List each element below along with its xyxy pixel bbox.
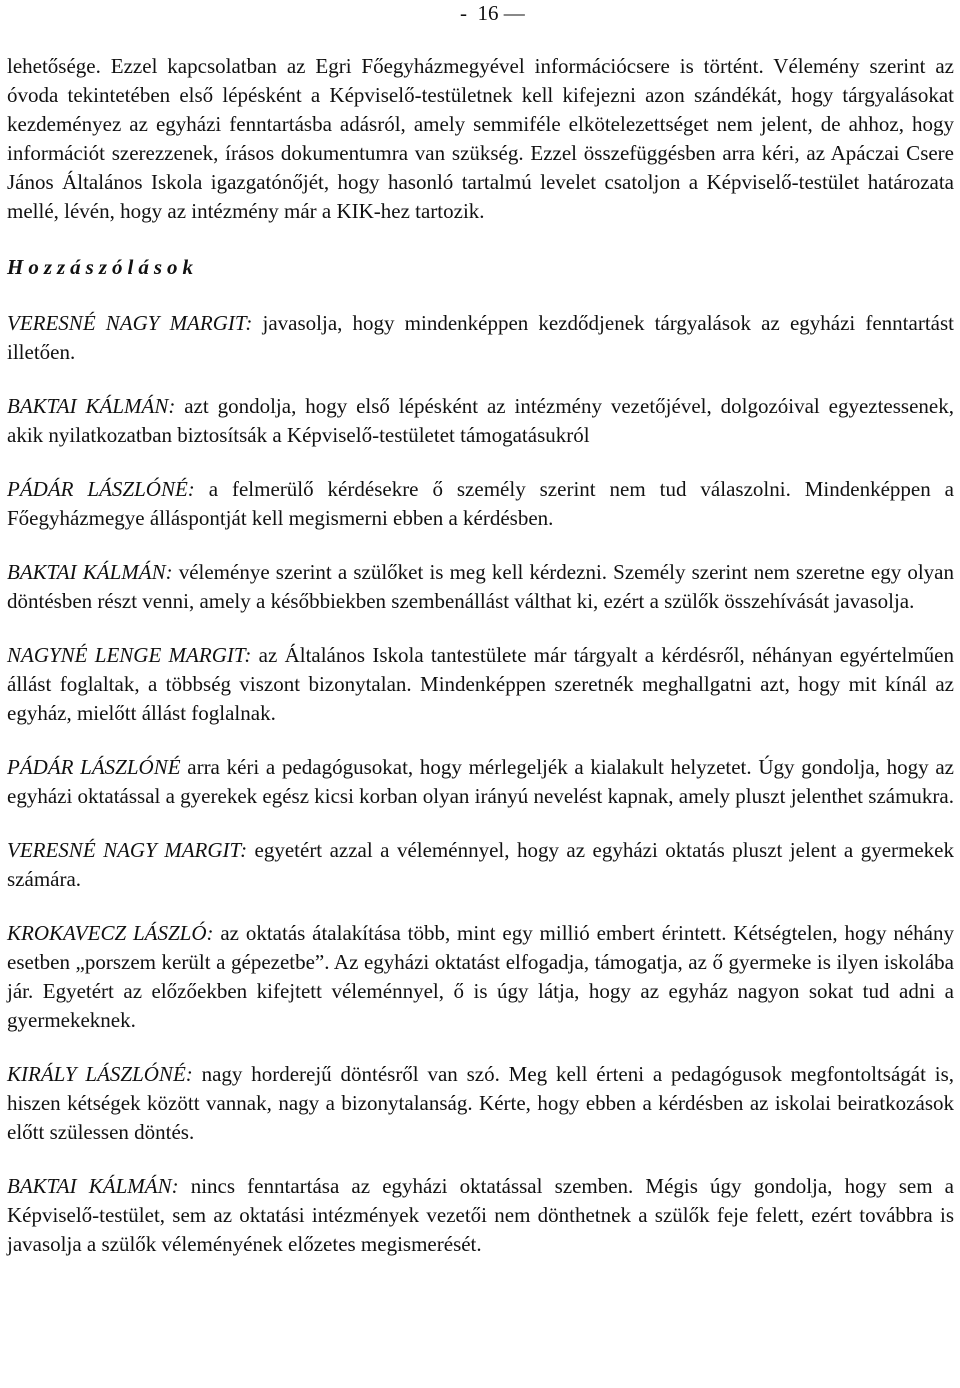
page-number: - 16 — [460,1,525,25]
contribution-paragraph [7,836,954,894]
contribution-paragraph [7,558,954,616]
speaker-name: NAGYNÉ LENGE MARGIT: [7,643,252,667]
speaker-name: PÁDÁR LÁSZLÓNÉ: [7,477,195,501]
speaker-name: KIRÁLY LÁSZLÓNÉ: [7,1062,193,1086]
contribution-text: véleménye szerint a szülőket is meg kell kérdezni. Személy szerint nem szeretne egy olyan döntésben részt venni, amely a későbbiekben szembenállást válthat ki, ezért a szülők összehívását javasolja. [7,560,954,613]
speaker-name: KROKAVECZ LÁSZLÓ: [7,921,214,945]
speaker-name: VERESNÉ NAGY MARGIT: [7,311,253,335]
contribution-text: az oktatás átalakítása több, mint egy millió embert érintett. Kétségtelen, hogy néhány esetben „porszem került a gépezetbe”. Az egyházi oktatást elfogadja, támogatja, az ő gyermeke is ilyen iskolába jár. Egyetért az előzőekben kifejtett véleménnyel, ő is úgy látja, hogy az egyház nagyon sokat tud adni a gyermekeknek. [7,921,954,1032]
speaker-name: BAKTAI KÁLMÁN: [7,394,176,418]
contribution-paragraph [7,919,954,1035]
contribution-paragraph [7,1060,954,1147]
speaker-name: VERESNÉ NAGY MARGIT: [7,838,248,862]
speaker-name: BAKTAI KÁLMÁN: [7,560,173,584]
speaker-name: PÁDÁR LÁSZLÓNÉ [7,755,181,779]
contribution-text: arra kéri a pedagógusokat, hogy mérlegeljék a kialakult helyzetet. Úgy gondolja, hogy az egyházi oktatással a gyerekek egész kicsi korban olyan irányú nevelést kapnak, amely pluszt jelenthet számukra. [7,755,954,808]
document-body [7,52,954,1284]
contribution-paragraph [7,475,954,533]
contribution-text: nagy horderejű döntésről van szó. Meg kell érteni a pedagógusok megfontoltságát is, hiszen kétségek között vannak, nagy a bizonytalanság. Kérte, hogy ebben a kérdésben az iskolai beiratkozások előtt szülessen döntés. [7,1062,954,1144]
contribution-text: az Általános Iskola tantestülete már tárgyalt a kérdésről, néhányan egyértelműen állást foglaltak, a többség viszont bizonytalan. Mindenképpen szeretnék meghallgatni azt, hogy mit kínál az egyház, mielőtt állást foglalnak. [7,643,955,725]
contribution-text: javasolja, hogy mindenképpen kezdődjenek tárgyalások az egyházi fenntartást illetően. [7,311,954,364]
intro-paragraph: lehetősége. Ezzel kapcsolatban az Egri Főegyházmegyével információcsere is történt. Vélemény szerint az óvoda tekintetében első lépésként a Képviselő-testületnek kell kifejezni azon szándékát, hogy tárgyalásokat kezdeményez az egyházi fenntartásba adásról, amely semmiféle elkötelezettséget nem jelent, de ahhoz, hogy információt szerezzenek, írásos dokumentumra van szükség. Ezzel összefüggésben arra kéri, az Apáczai Csere János Általános Iskola igazgatónőjét, hogy hasonló tartalmú levelet csatoljon a Képviselő-testület határozata mellé, lévén, hogy az intézmény már a KIK-hez tartozik. [7,54,954,223]
contribution-text: a felmerülő kérdésekre ő személy szerint nem tud válaszolni. Mindenképpen a Főegyházmegye álláspontját kell megismerni ebben a kérdésben. [7,477,954,530]
contribution-paragraph [7,309,954,367]
contribution-text: azt gondolja, hogy első lépésként az intézmény vezetőjével, dolgozóival egyeztessenek, akik nyilatkozatban biztosítsák a Képviselő-testületet támogatásukról [7,394,954,447]
contribution-paragraph [7,753,954,811]
contribution-text: nincs fenntartása az egyházi oktatással szemben. Mégis úgy gondolja, hogy sem a Képviselő-testület, sem az oktatási intézmények vezetői nem dönthetnek a szülők feje felett, ezért továbbra is javasolja a szülők véleményének előzetes megismerését. [7,1174,954,1256]
contribution-paragraph [7,1172,954,1259]
speaker-name: BAKTAI KÁLMÁN: [7,1174,179,1198]
contribution-paragraph [7,641,954,728]
section-heading: Hozzászólások [7,255,199,279]
contribution-paragraph [7,392,954,450]
contribution-text: egyetért azzal a véleménnyel, hogy az egyházi oktatás pluszt jelent a gyermekek számára. [7,838,954,891]
